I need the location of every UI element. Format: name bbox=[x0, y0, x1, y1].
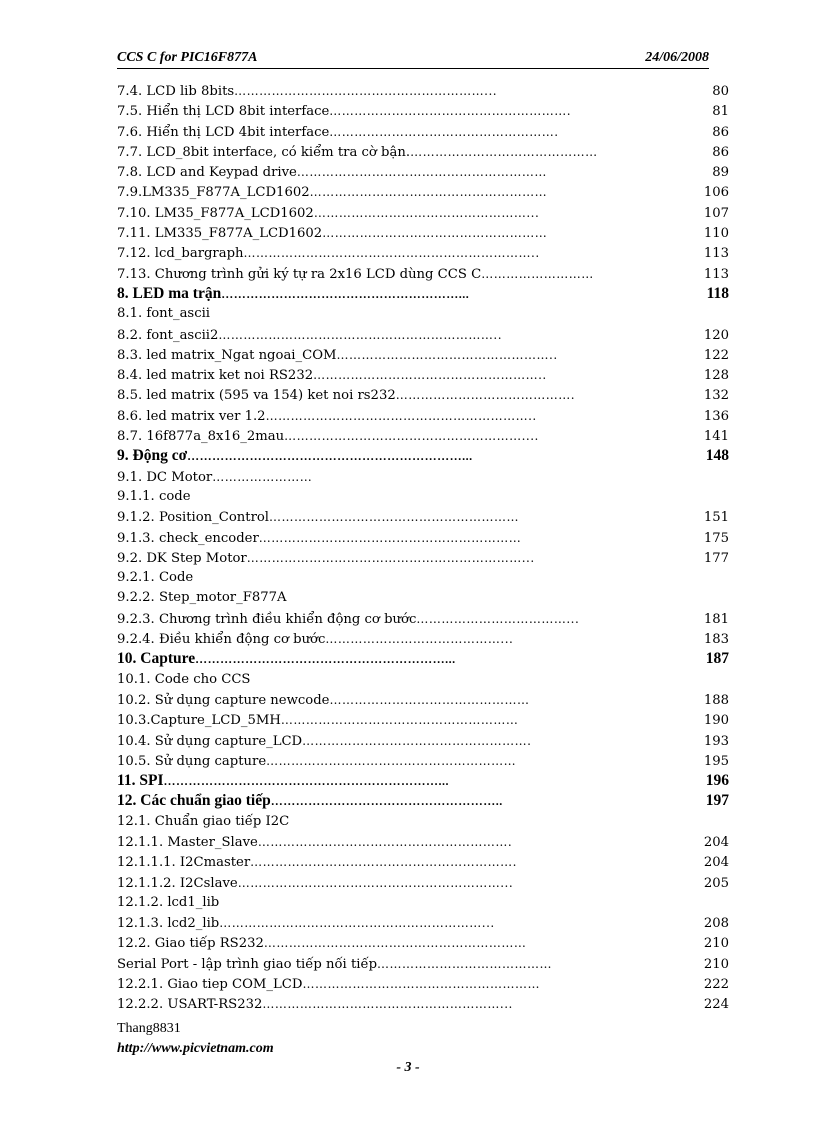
toc-entry-title: 9.1.2. Position_Control bbox=[117, 510, 270, 526]
toc-entry[interactable] bbox=[117, 873, 729, 893]
toc-entry-title: 8.2. font_ascii2 bbox=[117, 327, 219, 343]
toc-entry-title: 7.10. LM35_F877A_LCD1602 bbox=[117, 205, 314, 221]
toc-entry-title: 12.2. Giao tiếp RS232 bbox=[117, 936, 264, 952]
footer-url[interactable]: http://www.picvietnam.com bbox=[117, 1041, 274, 1056]
toc-entry-leader: ………………………………………………… bbox=[309, 185, 548, 200]
toc-entry[interactable] bbox=[117, 162, 729, 182]
toc-entry[interactable] bbox=[117, 710, 729, 730]
toc-entry-title: 8.6. led matrix ver 1.2 bbox=[117, 408, 266, 424]
toc-entry-leader: …………………… bbox=[212, 469, 313, 484]
toc-entry-leader: ………………………………………………………... bbox=[237, 875, 514, 890]
toc-entry-page: 141 bbox=[703, 429, 729, 445]
toc-entry-leader: ………………………………………………. bbox=[302, 733, 532, 748]
toc-entry-leader: …………………………………………………… bbox=[266, 753, 517, 768]
toc-entry-page: 120 bbox=[703, 327, 729, 343]
toc-entry-title: 7.5. Hiển thị LCD 8bit interface bbox=[117, 104, 330, 120]
toc-entry[interactable] bbox=[117, 548, 729, 568]
toc-entry[interactable] bbox=[117, 406, 729, 426]
page-header bbox=[117, 46, 709, 69]
toc-entry-leader: ………………………………………………. bbox=[329, 124, 559, 139]
toc-entry-title: 11. SPI bbox=[117, 772, 164, 790]
toc-entry-page: 188 bbox=[703, 692, 729, 708]
toc-entry-title: 7.9.LM335_F877A_LCD1602 bbox=[117, 185, 310, 201]
toc-entry[interactable] bbox=[117, 974, 729, 994]
toc-entry-leader: ………………………………………………………. bbox=[250, 855, 517, 870]
toc-entry-title: 12.2.1. Giao tiep COM_LCD bbox=[117, 977, 303, 993]
toc-entry-title: 10.5. Sử dụng capture bbox=[117, 753, 267, 769]
toc-entry-leader: …………………………………………….. bbox=[336, 347, 558, 362]
toc-entry[interactable] bbox=[117, 182, 729, 202]
toc-entry-page: 187 bbox=[705, 650, 729, 668]
toc-entry-title: 10.1. Code cho CCS bbox=[117, 671, 251, 687]
toc-entry-title: 9.2.3. Chương trình điều khiển động cơ bước bbox=[117, 611, 417, 627]
toc-entry[interactable] bbox=[117, 852, 729, 872]
toc-entry-leader: ……………………………………………... bbox=[313, 205, 540, 220]
toc-entry-leader: ……………………………………………………… bbox=[258, 530, 522, 545]
toc-entry-page: 204 bbox=[703, 834, 729, 850]
toc-entry-leader: ………………………………………………………... bbox=[219, 916, 495, 931]
toc-entry-leader: ………………………………………………………….. bbox=[218, 327, 503, 342]
toc-entry-title: 8.4. led matrix ket noi RS232 bbox=[117, 368, 314, 384]
toc-entry-title: 9.2.1. Code bbox=[117, 570, 194, 586]
toc-entry-page: 136 bbox=[703, 408, 729, 424]
toc-entry-leader: ………………………………………………… bbox=[302, 977, 540, 992]
toc-entry-leader: …………………………………………………... bbox=[262, 997, 513, 1012]
toc-entry[interactable] bbox=[117, 122, 729, 142]
toc-entry-title: 12.1.1.2. I2Cslave bbox=[117, 875, 238, 891]
toc-entry-page: 183 bbox=[703, 632, 729, 648]
toc-entry-page: 205 bbox=[703, 875, 729, 891]
toc-entry-page: 86 bbox=[712, 124, 729, 140]
toc-entry-leader: ……………………………………. bbox=[395, 388, 576, 403]
toc-entry-title: 10. Capture bbox=[117, 650, 196, 668]
toc-entry-title: 9.1.1. code bbox=[117, 488, 191, 504]
toc-entry[interactable] bbox=[117, 142, 729, 162]
toc-entry-title: 10.2. Sử dụng capture newcode bbox=[117, 692, 330, 708]
toc-entry-page: 128 bbox=[703, 368, 729, 384]
toc-entry[interactable] bbox=[117, 670, 729, 690]
toc-entry[interactable] bbox=[117, 81, 729, 101]
toc-entry-title: 12.2.2. USART-RS232 bbox=[117, 997, 263, 1013]
toc-entry-page: 195 bbox=[703, 753, 729, 769]
toc-entry[interactable] bbox=[117, 893, 729, 913]
toc-entry[interactable] bbox=[117, 791, 729, 811]
toc-entry-page: 197 bbox=[705, 792, 729, 810]
toc-entry-page: 89 bbox=[712, 165, 729, 181]
toc-entry-title: 10.3.Capture_LCD_5MH bbox=[117, 713, 281, 729]
toc-entry-page: 113 bbox=[703, 266, 729, 282]
toc-entry[interactable] bbox=[117, 954, 729, 974]
toc-entry-page: 81 bbox=[712, 104, 729, 120]
toc-entry[interactable] bbox=[117, 243, 729, 263]
toc-entry[interactable] bbox=[117, 629, 729, 649]
toc-entry-leader: ……………………………………………………... bbox=[234, 84, 498, 98]
toc-entry-title: 12.1.2. lcd1_lib bbox=[117, 894, 220, 910]
toc-entry[interactable] bbox=[117, 203, 729, 223]
toc-entry-page: 208 bbox=[703, 916, 729, 932]
toc-entry-title: 12.1.3. lcd2_lib bbox=[117, 916, 220, 932]
toc-entry[interactable] bbox=[117, 345, 729, 365]
toc-entry-leader: …………………………………………………. bbox=[329, 104, 572, 119]
toc-entry-page: 110 bbox=[703, 226, 729, 242]
toc-entry[interactable] bbox=[117, 284, 729, 304]
toc-entry-page: 86 bbox=[712, 144, 729, 160]
toc-entry[interactable] bbox=[117, 325, 729, 345]
toc-entry-page: 196 bbox=[705, 772, 729, 790]
toc-entry-title: 12. Các chuẩn giao tiếp bbox=[117, 792, 271, 810]
toc-entry[interactable] bbox=[117, 933, 729, 953]
toc-entry[interactable] bbox=[117, 751, 729, 771]
toc-entry-title: 8.3. led matrix_Ngat ngoai_COM bbox=[117, 347, 337, 363]
toc-entry-leader: …………………………………………………………... bbox=[163, 774, 450, 789]
toc-entry-title: 8.5. led matrix (595 va 154) ket noi rs232 bbox=[117, 388, 396, 404]
toc-entry-title: 7.7. LCD_8bit interface, có kiểm tra cờ bận. bbox=[117, 144, 411, 160]
toc-entry-leader: ……………………………………………… bbox=[322, 226, 548, 241]
toc-entry-title: 7.8. LCD and Keypad drive bbox=[117, 165, 297, 181]
toc-entry[interactable] bbox=[117, 690, 729, 710]
toc-entry[interactable] bbox=[117, 528, 729, 548]
toc-entry-page: 222 bbox=[703, 977, 729, 993]
toc-entry-title: 7.13. Chương trình gửi ký tự ra 2x16 LCD dùng CCS C bbox=[117, 266, 482, 282]
toc-entry-page: 148 bbox=[705, 447, 729, 465]
toc-entry-page: 151 bbox=[703, 510, 729, 526]
toc-entry-title: 9. Động cơ bbox=[117, 447, 188, 465]
footer-author: Thang8831 bbox=[117, 1021, 181, 1036]
toc-entry-title: 7.11. LM335_F877A_LCD1602 bbox=[117, 226, 323, 242]
toc-entry-leader: …………………………………………………………... bbox=[187, 449, 473, 464]
toc-entry-page: 210 bbox=[703, 956, 729, 972]
toc-entry-leader: …………………………………………………… bbox=[269, 510, 520, 525]
toc-entry-leader: ………………………………………… bbox=[329, 692, 530, 707]
toc-entry-page: 224 bbox=[703, 997, 729, 1013]
page-footer bbox=[117, 1021, 274, 1061]
toc-entry-leader: …………………………………… bbox=[377, 956, 553, 971]
toc-entry[interactable] bbox=[117, 426, 729, 446]
toc-entry-leader: ……………………………………………………... bbox=[195, 652, 456, 667]
toc-entry-page: 107 bbox=[703, 205, 729, 221]
toc-entry[interactable] bbox=[117, 304, 729, 324]
toc-entry-title: 9.2.2. Step_motor_F877A bbox=[117, 590, 287, 606]
toc-entry-page: 190 bbox=[703, 713, 729, 729]
toc-entry[interactable] bbox=[117, 487, 729, 507]
toc-entry[interactable] bbox=[117, 832, 729, 852]
toc-entry-leader: ……………………………………………………. bbox=[257, 834, 513, 849]
toc-entry-title: 7.12. lcd_bargraph bbox=[117, 246, 244, 262]
toc-entry-title: 10.4. Sử dụng capture_LCD bbox=[117, 733, 303, 749]
toc-entry-page: 210 bbox=[703, 936, 729, 952]
toc-entry[interactable] bbox=[117, 812, 729, 832]
toc-entry-title: 8.7. 16f877a_8x16_2mau bbox=[117, 429, 285, 445]
toc-entry-leader: ……………………………………... bbox=[325, 632, 514, 647]
toc-entry-leader: ………………………………... bbox=[416, 611, 580, 626]
toc-entry-title: 9.2. DK Step Motor bbox=[117, 550, 247, 566]
toc-entry[interactable] bbox=[117, 731, 729, 751]
toc-entry-leader: ………………………………………………… bbox=[280, 713, 519, 728]
toc-entry-page: 113 bbox=[703, 246, 729, 262]
toc-entry-page: 181 bbox=[703, 611, 729, 627]
toc-entry-leader: ……………………………………………………… bbox=[263, 936, 527, 951]
toc-entry-leader: …………………………………………………………... bbox=[246, 550, 535, 565]
toc-entry-page: 175 bbox=[703, 530, 729, 546]
toc-entry-page: 193 bbox=[703, 733, 729, 749]
toc-entry-leader: …………………………………………………... bbox=[221, 286, 470, 301]
toc-entry-leader: ……………………………………… bbox=[410, 144, 598, 159]
toc-entry-title: 12.1.1.1. I2Cmaster bbox=[117, 855, 251, 871]
toc-entry[interactable] bbox=[117, 609, 729, 629]
toc-entry[interactable] bbox=[117, 649, 729, 669]
toc-entry-page: 132 bbox=[703, 388, 729, 404]
header-date: 24/06/2008 bbox=[645, 50, 709, 65]
toc-entry[interactable] bbox=[117, 588, 729, 608]
toc-entry[interactable] bbox=[117, 467, 729, 487]
toc-entry[interactable] bbox=[117, 385, 729, 405]
table-of-contents bbox=[117, 81, 729, 1015]
toc-entry-title: 8. LED ma trận bbox=[117, 284, 222, 302]
toc-entry-page: 80 bbox=[712, 84, 729, 99]
toc-entry-page: 106 bbox=[703, 185, 729, 201]
toc-entry-page: 204 bbox=[703, 855, 729, 871]
toc-entry-leader: …………………………………………………… bbox=[296, 165, 547, 180]
toc-entry-leader: ……………………… bbox=[481, 266, 594, 281]
toc-entry[interactable] bbox=[117, 446, 729, 466]
toc-entry-title: 7.6. Hiển thị LCD 4bit interface bbox=[117, 124, 330, 140]
toc-entry-page: 118 bbox=[706, 284, 729, 302]
toc-entry-title: Serial Port - lập trình giao tiếp nối tiếp bbox=[117, 956, 378, 972]
toc-entry[interactable] bbox=[117, 264, 729, 284]
toc-entry[interactable] bbox=[117, 223, 729, 243]
toc-entry-leader: ……………………………………………….. bbox=[270, 794, 503, 809]
toc-entry-leader: ………………………………………………….... bbox=[284, 429, 539, 444]
toc-entry-title: 9.2.4. Điều khiển động cơ bước bbox=[117, 632, 326, 648]
toc-entry-title: 12.1. Chuẩn giao tiếp I2C bbox=[117, 813, 290, 829]
toc-entry-title: 8.1. font_ascii bbox=[117, 306, 211, 322]
toc-entry-leader: ……………………………………………………….. bbox=[265, 408, 537, 423]
toc-entry[interactable] bbox=[117, 568, 729, 588]
toc-entry-title: 9.1. DC Motor bbox=[117, 469, 213, 485]
page-number: - 3 - bbox=[396, 1060, 420, 1075]
toc-entry[interactable] bbox=[117, 101, 729, 121]
toc-entry-page: 122 bbox=[703, 347, 729, 363]
toc-entry[interactable] bbox=[117, 507, 729, 527]
toc-entry-leader: …………………………………………………………….. bbox=[243, 246, 540, 261]
toc-entry[interactable] bbox=[117, 913, 729, 933]
toc-entry-title: 7.4. LCD lib 8bits bbox=[117, 84, 235, 99]
toc-entry-page: 177 bbox=[703, 550, 729, 566]
toc-entry[interactable] bbox=[117, 365, 729, 385]
toc-entry[interactable] bbox=[117, 994, 729, 1014]
toc-entry-title: 9.1.3. check_encoder bbox=[117, 530, 259, 546]
toc-entry[interactable] bbox=[117, 771, 729, 791]
toc-entry-title: 12.1.1. Master_Slave bbox=[117, 834, 258, 850]
toc-entry-leader: ……………………………………………….. bbox=[313, 368, 547, 383]
header-title: CCS C for PIC16F877A bbox=[117, 50, 258, 65]
